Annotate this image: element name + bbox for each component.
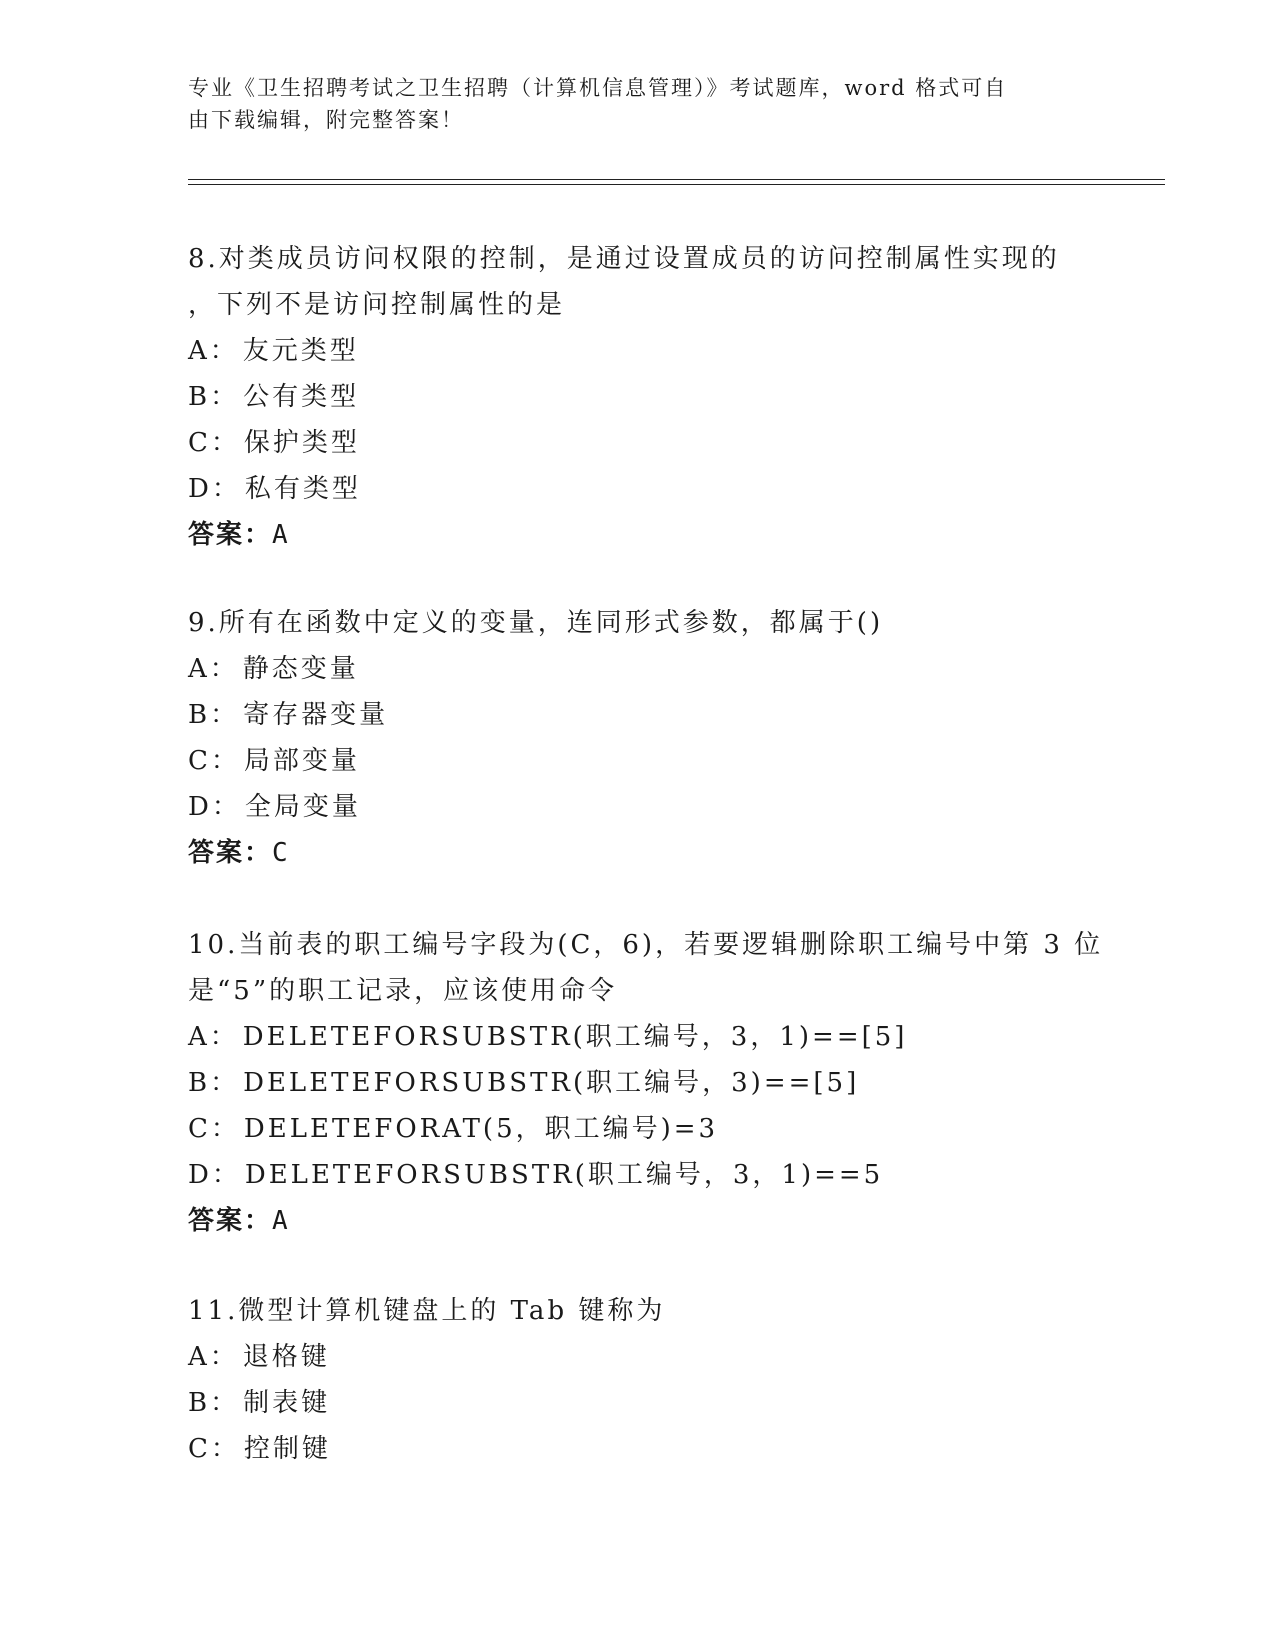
- question-text: 11.微型计算机键盘上的 Tab 键称为: [188, 1296, 666, 1326]
- option-key: B：: [188, 382, 240, 412]
- option-b: [188, 374, 1088, 420]
- option-b: [188, 1380, 1088, 1426]
- answer-label: 答案：: [188, 520, 273, 550]
- answer: [188, 1198, 1088, 1244]
- option-key: D：: [188, 474, 241, 504]
- option-text: 局部变量: [243, 746, 360, 776]
- option-c: [188, 1106, 1088, 1152]
- question-text: ，下列不是访问控制属性的是: [188, 290, 566, 320]
- option-d: [188, 1152, 1088, 1198]
- option-text: DELETEFORSUBSTR(职工编号，3)==[5]: [243, 1068, 860, 1098]
- option-a: [188, 328, 1088, 374]
- option-text: DELETEFORSUBSTR(职工编号，3，1)==[5]: [242, 1022, 908, 1052]
- answer: [188, 512, 1088, 558]
- option-text: 控制键: [243, 1434, 331, 1464]
- question-text: 8.对类成员访问权限的控制，是通过设置成员的访问控制属性实现的: [188, 244, 1060, 274]
- header-line-1: 专业《卫生招聘考试之卫生招聘（计算机信息管理）》考试题库，word 格式可自: [188, 76, 1008, 100]
- header-line-2: 由下载编辑，附完整答案！: [188, 108, 464, 132]
- option-c: [188, 420, 1088, 466]
- option-b: [188, 1060, 1088, 1106]
- option-key: A：: [188, 1342, 239, 1372]
- option-text: 公有类型: [243, 382, 360, 412]
- option-text: 全局变量: [244, 792, 361, 822]
- question-text: 9.所有在函数中定义的变量，连同形式参数，都属于(): [188, 608, 884, 638]
- question-11: [188, 1288, 1088, 1472]
- question-text: 是“5”的职工记录，应该使用命令: [188, 976, 618, 1006]
- option-a: [188, 1014, 1088, 1060]
- answer-value: A: [272, 520, 290, 550]
- option-key: D：: [188, 792, 241, 822]
- option-key: A：: [188, 654, 239, 684]
- option-key: B：: [188, 1388, 240, 1418]
- answer-value: C: [272, 838, 290, 868]
- option-c: [188, 738, 1088, 784]
- option-key: A：: [188, 336, 239, 366]
- answer-label: 答案：: [188, 838, 273, 868]
- option-d: [188, 784, 1088, 830]
- option-c: [188, 1426, 1088, 1472]
- question-9: [188, 600, 1088, 876]
- option-text: 退格键: [242, 1342, 330, 1372]
- document-header: [188, 72, 1068, 136]
- option-text: 寄存器变量: [243, 700, 389, 730]
- question-text: 10.当前表的职工编号字段为(C，6)，若要逻辑删除职工编号中第 3 位: [188, 930, 1104, 960]
- option-key: B：: [188, 1068, 240, 1098]
- option-key: A：: [188, 1022, 239, 1052]
- option-text: 保护类型: [243, 428, 360, 458]
- answer-value: A: [272, 1206, 290, 1236]
- option-text: 私有类型: [244, 474, 361, 504]
- option-d: [188, 466, 1088, 512]
- question-8: [188, 236, 1088, 558]
- option-text: DELETEFORAT(5，职工编号)=3: [243, 1114, 719, 1144]
- option-text: 制表键: [243, 1388, 331, 1418]
- option-key: D：: [188, 1160, 241, 1190]
- option-key: C：: [188, 428, 240, 458]
- option-key: B：: [188, 700, 240, 730]
- header-divider-top: [188, 179, 1165, 180]
- answer: [188, 830, 1088, 876]
- answer-label: 答案：: [188, 1206, 273, 1236]
- option-text: DELETEFORSUBSTR(职工编号，3，1)==5: [244, 1160, 884, 1190]
- question-10: [188, 922, 1104, 1244]
- option-a: [188, 1334, 1088, 1380]
- option-text: 静态变量: [242, 654, 359, 684]
- option-text: 友元类型: [242, 336, 359, 366]
- header-divider-bottom: [188, 184, 1165, 185]
- option-key: C：: [188, 746, 240, 776]
- option-key: C：: [188, 1114, 240, 1144]
- option-b: [188, 692, 1088, 738]
- option-a: [188, 646, 1088, 692]
- option-key: C：: [188, 1434, 240, 1464]
